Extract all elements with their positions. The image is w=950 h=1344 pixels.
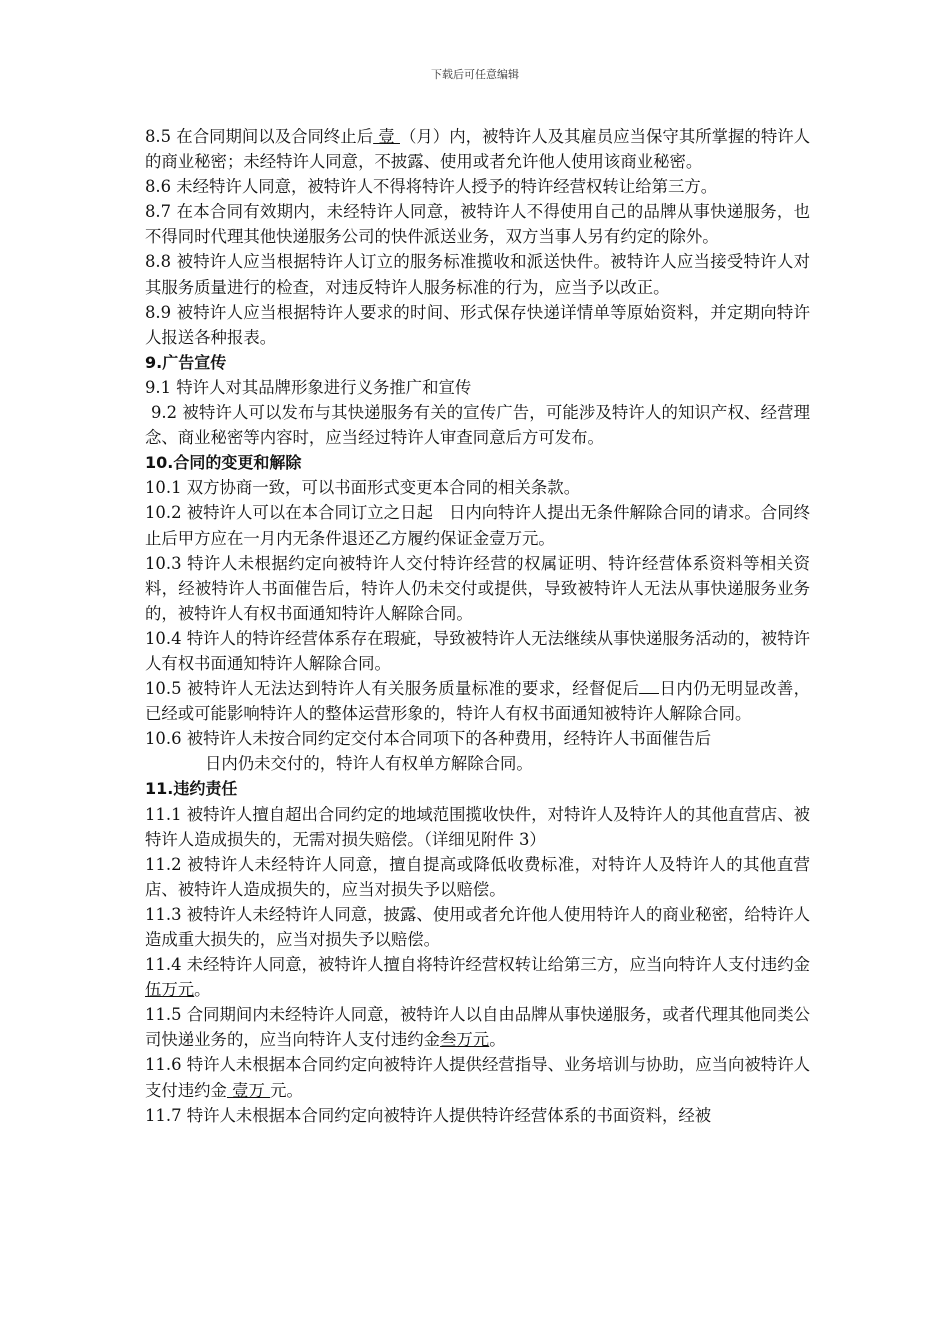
clause-9-2: 9.2 被特许人可以发布与其快递服务有关的宣传广告，可能涉及特许人的知识产权、经营理念、商业秘密等内容时，应当经过特许人审查同意后方可发布。 [145, 403, 810, 448]
clause-11-5: 11.5 合同期间内未经特许人同意，被特许人以自由品牌从事快递服务，或者代理其他同类公司快递业务的，应当向特许人支付违约金叁万元。 [145, 1005, 810, 1050]
clause-10-2: 10.2 被特许人可以在本合同订立之日起 日内向特许人提出无条件解除合同的请求。合同终止后甲方应在一月内无条件退还乙方履约保证金壹万元。 [145, 503, 810, 548]
clause-8-7: 8.7 在本合同有效期内，未经特许人同意，被特许人不得使用自己的品牌从事快递服务，也不得同时代理其他快递服务公司的快件派送业务，双方当事人另有约定的除外。 [145, 202, 810, 247]
clause-10-1: 10.1 双方协商一致，可以书面形式变更本合同的相关条款。 [145, 478, 581, 498]
clause-8-5: 8.5 在合同期间以及合同终止后 壹 （月）内，被特许人及其雇员应当保守其所掌握的特许人的商业秘密；未经特许人同意，不披露、使用或者允许他人使用该商业秘密。 [145, 127, 811, 172]
penalty-amount: 叁万元 [440, 1030, 490, 1050]
clause-11-2: 11.2 被特许人未经特许人同意，擅自提高或降低收费标准，对特许人及特许人的其他直营店、被特许人造成损失的，应当对损失予以赔偿。 [145, 854, 810, 899]
clause-10-3: 10.3 特许人未根据约定向被特许人交付特许经营的权属证明、特许经营体系资料等相关资料，经被特许人书面催告后，特许人仍未交付或提供，导致被特许人无法从事快递服务业务的，被特许人有权书面通知特许人解除合同。 [145, 553, 810, 623]
clause-11-1: 11.1 被特许人擅自超出合同约定的地域范围揽收快件，对特许人及特许人的其他直营店、被特许人造成损失的，无需对损失赔偿。（详细见附件 3） [145, 804, 810, 849]
clause-10-6: 10.6 被特许人未按合同约定交付本合同项下的各种费用，经特许人书面催告后 日内仍未交付的，特许人有权单方解除合同。 [145, 729, 712, 774]
page-header: 下载后可任意编辑 [431, 68, 519, 81]
clause-8-9: 8.9 被特许人应当根据特许人要求的时间、形式保存快递详情单等原始资料，并定期向特许人报送各种报表。 [145, 302, 810, 347]
clause-8-6: 8.6 未经特许人同意，被特许人不得将特许人授予的特许经营权转让给第三方。 [145, 177, 718, 197]
clause-11-4: 11.4 未经特许人同意，被特许人擅自将特许经营权转让给第三方，应当向特许人支付违约金伍万元。 [145, 955, 810, 1000]
days-blank [639, 679, 659, 694]
clause-11-3: 11.3 被特许人未经特许人同意，披露、使用或者允许他人使用特许人的商业秘密，给特许人造成重大损失的，应当对损失予以赔偿。 [145, 904, 810, 949]
clause-10-4: 10.4 特许人的特许经营体系存在瑕疵，导致被特许人无法继续从事快递服务活动的，被特许人有权书面通知特许人解除合同。 [145, 628, 810, 673]
penalty-amount: 壹万 [226, 1080, 271, 1100]
section-heading-9: 9.广告宣传 [145, 352, 227, 372]
duration-blank: 壹 [373, 127, 400, 146]
clause-11-7: 11.7 特许人未根据本合同约定向被特许人提供特许经营体系的书面资料，经被 [145, 1105, 712, 1125]
clause-11-6: 11.6 特许人未根据本合同约定向被特许人提供经营指导、业务培训与协助，应当向被特许人支付违约金 壹万 元。 [145, 1055, 810, 1100]
document-body [145, 124, 810, 1128]
section-heading-11: 11.违约责任 [145, 779, 238, 799]
clause-9-1: 9.1 特许人对其品牌形象进行义务推广和宣传 [145, 377, 472, 397]
clause-8-8: 8.8 被特许人应当根据特许人订立的服务标准揽收和派送快件。被特许人应当接受特许人对其服务质量进行的检查，对违反特许人服务标准的行为，应当予以改正。 [145, 252, 810, 297]
clause-10-5: 10.5 被特许人无法达到特许人有关服务质量标准的要求，经督促后 日内仍无明显改善，已经或可能影响特许人的整体运营形象的，特许人有权书面通知被特许人解除合同。 [145, 679, 810, 724]
section-heading-10: 10.合同的变更和解除 [145, 453, 302, 473]
penalty-amount: 伍万元 [145, 980, 195, 1000]
